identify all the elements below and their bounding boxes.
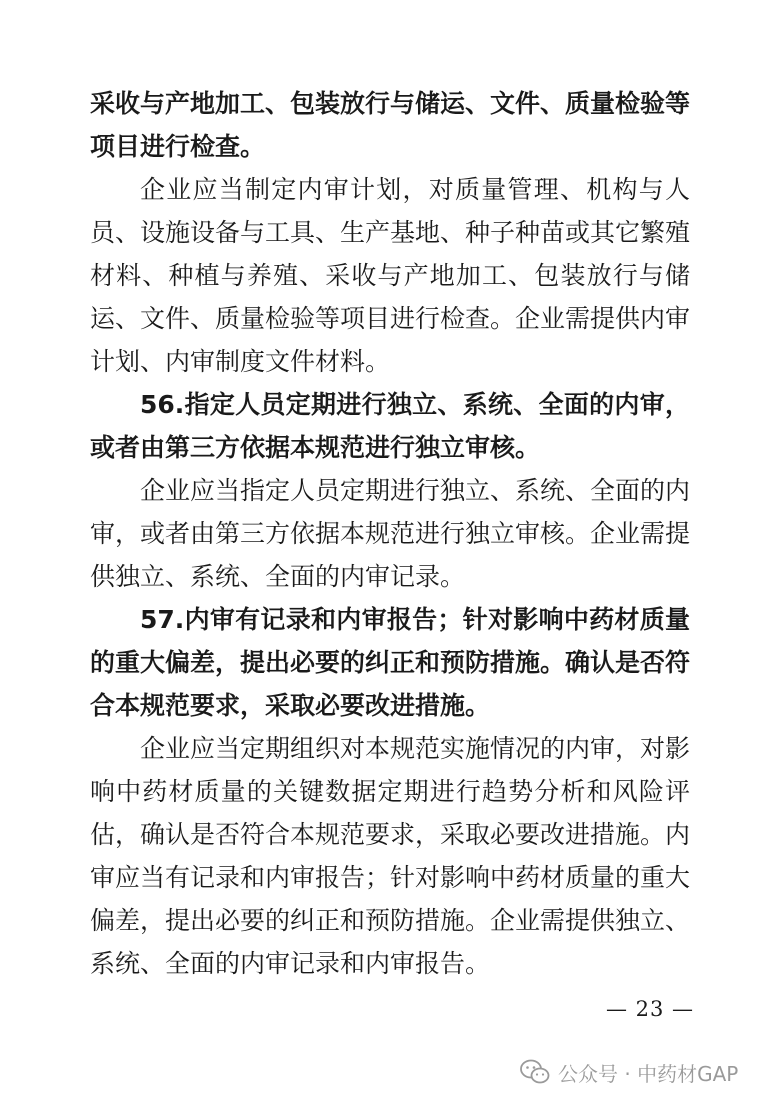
paragraph-4: 企业应当指定人员定期进行独立、系统、全面的内审，或者由第三方依据本规范进行独立审核。企业需提供独立、系统、全面的内审记录。 (90, 476, 691, 591)
paragraph-2: 企业应当制定内审计划，对质量管理、机构与人员、设施设备与工具、生产基地、种子种苗或其它繁殖材料、种植与养殖、采收与产地加工、包装放行与储运、文件、质量检验等项目进行检查。企业需提供内审计划、内审制度文件材料。 (90, 175, 691, 376)
paragraph-1: 采收与产地加工、包装放行与储运、文件、质量检验等项目进行检查。 (90, 89, 691, 161)
watermark (520, 1052, 738, 1092)
watermark-text: 公众号 · 中药材GAP (558, 1061, 739, 1086)
wechat-icon (520, 1059, 550, 1085)
clause-57-heading: 57.内审有记录和内审报告；针对影响中药材质量的重大偏差，提出必要的纠正和预防措施。确认是否符合本规范要求，采取必要改进措施。 (90, 605, 691, 720)
document-body (90, 82, 690, 985)
page-number: — 23 — (605, 997, 695, 1021)
clause-56-heading: 56.指定人员定期进行独立、系统、全面的内审，或者由第三方依据本规范进行独立审核。 (90, 390, 690, 462)
paragraph-6: 企业应当定期组织对本规范实施情况的内审，对影响中药材质量的关键数据定期进行趋势分析和风险评估，确认是否符合本规范要求，采取必要改进措施。内审应当有记录和内审报告；针对影响中药材质量的重大偏差，提出必要的纠正和预防措施。企业需提供独立、系统、全面的内审记录和内审报告。 (90, 734, 691, 978)
